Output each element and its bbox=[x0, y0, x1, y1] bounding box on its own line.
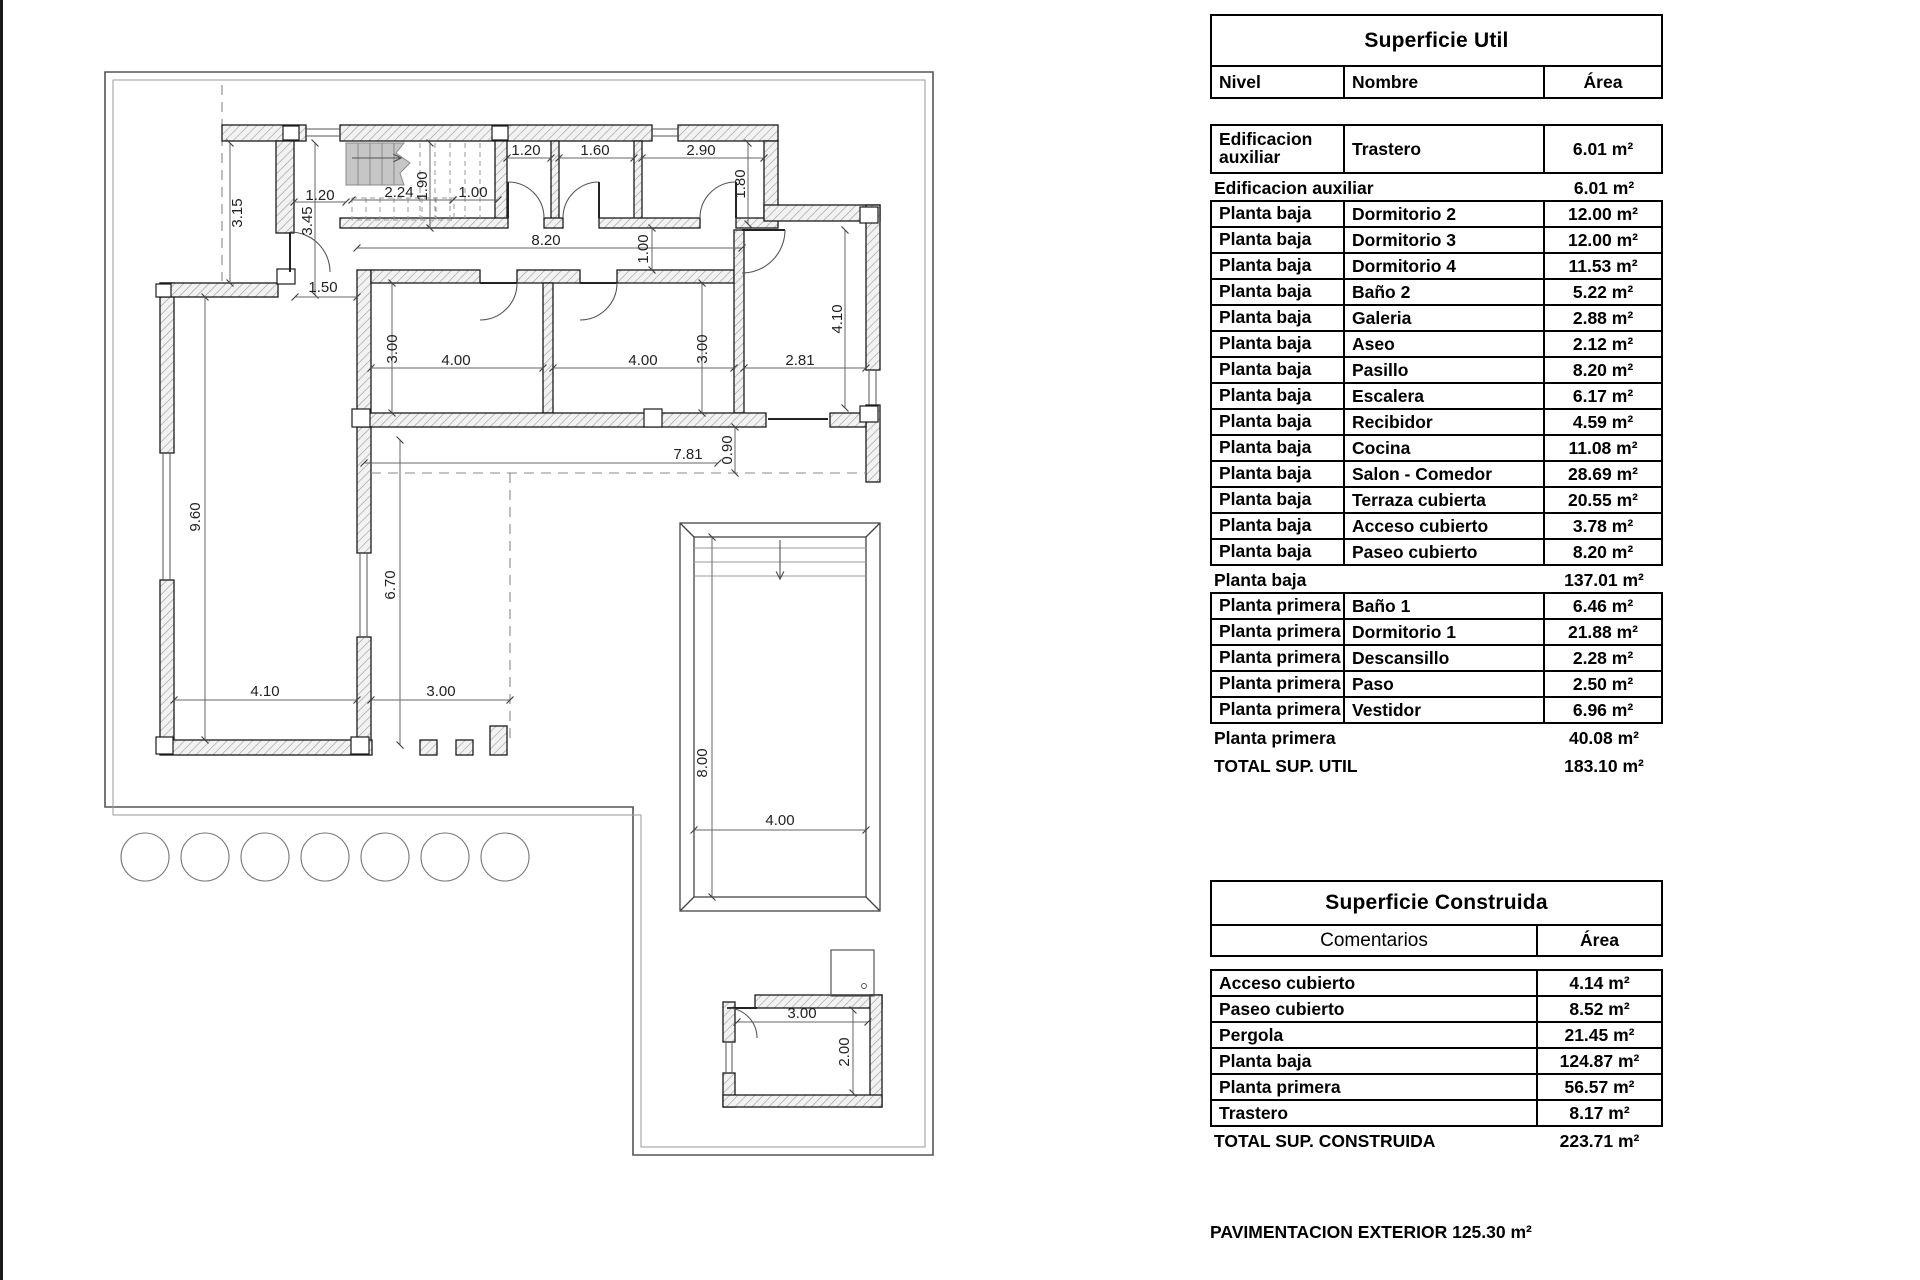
row-label: TOTAL SUP. UTIL bbox=[1214, 755, 1358, 776]
cell-area: 8.20 m² bbox=[1572, 541, 1634, 562]
cell-area: 56.57 m² bbox=[1564, 1076, 1635, 1097]
cell-area: 2.88 m² bbox=[1572, 307, 1634, 328]
table-row bbox=[1210, 1099, 1663, 1127]
cell-area: 11.08 m² bbox=[1568, 437, 1638, 458]
cell-area: 8.52 m² bbox=[1569, 998, 1630, 1019]
table-row bbox=[1210, 278, 1663, 306]
row-area: 183.10 m² bbox=[1564, 755, 1644, 776]
cell-area: 12.00 m² bbox=[1567, 229, 1639, 250]
subtotal-row bbox=[1210, 724, 1663, 752]
pool bbox=[680, 523, 880, 911]
table-row bbox=[1210, 1073, 1663, 1101]
cell-nivel: Planta primera bbox=[1212, 594, 1345, 618]
cell-comentario: Planta baja bbox=[1212, 1049, 1538, 1073]
cell-nivel: Planta baja bbox=[1212, 202, 1345, 226]
table-row bbox=[1210, 592, 1663, 620]
table-row bbox=[1210, 330, 1663, 358]
cell-nivel: Planta primera bbox=[1212, 620, 1345, 644]
cell-area: 124.87 m² bbox=[1559, 1050, 1640, 1071]
column-header-area: Área bbox=[1583, 71, 1623, 92]
column-header-area: Área bbox=[1580, 930, 1619, 950]
dimension-label: 2.90 bbox=[686, 141, 716, 159]
table-row bbox=[1210, 200, 1663, 228]
cell-nivel: Planta baja bbox=[1212, 488, 1345, 512]
cell-nombre: Galeria bbox=[1345, 306, 1545, 330]
table-row bbox=[1210, 486, 1663, 514]
cell-nombre: Dormitorio 1 bbox=[1345, 620, 1545, 644]
dimension-label: 3.00 bbox=[383, 334, 401, 364]
table-row bbox=[1210, 226, 1663, 254]
cell-comentario: Trastero bbox=[1212, 1101, 1538, 1125]
cell-nivel: Planta baja bbox=[1212, 358, 1345, 382]
dimension-label: 4.00 bbox=[628, 351, 658, 369]
row-area: 137.01 m² bbox=[1564, 569, 1644, 590]
pavimentacion-exterior-note: PAVIMENTACION EXTERIOR 125.30 m² bbox=[1210, 1222, 1532, 1242]
superficie-util-title: Superficie Util bbox=[1212, 16, 1661, 67]
table-row bbox=[1210, 1047, 1663, 1075]
dimension-label: 3.15 bbox=[228, 198, 246, 228]
cell-nivel: Planta baja bbox=[1212, 332, 1345, 356]
cell-comentario: Paseo cubierto bbox=[1212, 997, 1538, 1021]
dimension-label: 1.80 bbox=[731, 169, 749, 199]
cell-nombre: Dormitorio 2 bbox=[1345, 202, 1545, 226]
dimension-label: 2.81 bbox=[785, 351, 815, 369]
dimension-label: 9.60 bbox=[186, 502, 204, 532]
cell-nombre: Descansillo bbox=[1345, 646, 1545, 670]
cell-nombre: Paso bbox=[1345, 672, 1545, 696]
subtotal-row bbox=[1210, 174, 1663, 202]
dimension-label: 1.90 bbox=[413, 171, 431, 201]
superficie-construida-title: Superficie Construida bbox=[1212, 882, 1661, 926]
cell-area: 6.01 m² bbox=[1572, 138, 1634, 159]
dimension-label: 6.70 bbox=[381, 570, 399, 600]
row-label: Edificacion auxiliar bbox=[1214, 177, 1374, 198]
cell-nombre: Paseo cubierto bbox=[1345, 540, 1545, 564]
superficie-util-column-headers bbox=[1212, 67, 1661, 97]
dimension-label: 3.00 bbox=[693, 334, 711, 364]
dimension-label: 4.10 bbox=[250, 682, 280, 700]
cell-area: 4.59 m² bbox=[1572, 411, 1634, 432]
table-row bbox=[1210, 696, 1663, 724]
superficie-construida-header bbox=[1210, 880, 1663, 957]
table-row bbox=[1210, 434, 1663, 462]
table-row bbox=[1210, 538, 1663, 566]
cell-area: 5.22 m² bbox=[1572, 281, 1634, 302]
cell-area: 28.69 m² bbox=[1567, 463, 1639, 484]
shower-pad bbox=[831, 950, 874, 996]
cell-nivel: Planta primera bbox=[1212, 698, 1345, 722]
dimension-label: 1.60 bbox=[580, 141, 610, 159]
cell-nivel: Planta primera bbox=[1212, 672, 1345, 696]
table-row bbox=[1210, 969, 1663, 997]
cell-area: 11.53 m² bbox=[1568, 255, 1638, 276]
cell-area: 8.17 m² bbox=[1569, 1102, 1630, 1123]
cell-nivel: Planta baja bbox=[1212, 462, 1345, 486]
cell-nivel: Planta baja bbox=[1212, 410, 1345, 434]
cell-nombre: Salon - Comedor bbox=[1345, 462, 1545, 486]
total-row bbox=[1210, 1127, 1663, 1155]
column-header-nivel: Nivel bbox=[1212, 67, 1345, 97]
site-boundary bbox=[105, 72, 933, 1155]
cell-nivel: Planta baja bbox=[1212, 514, 1345, 538]
cell-comentario: Pergola bbox=[1212, 1023, 1538, 1047]
cell-nivel: Planta baja bbox=[1212, 228, 1345, 252]
cell-nombre: Acceso cubierto bbox=[1345, 514, 1545, 538]
sc-table-rows bbox=[1210, 969, 1663, 1155]
dimension-label: 1.20 bbox=[511, 141, 541, 159]
cell-nombre: Dormitorio 4 bbox=[1345, 254, 1545, 278]
cell-nivel: Planta baja bbox=[1212, 254, 1345, 278]
superficie-util-header bbox=[1210, 14, 1663, 99]
table-row bbox=[1210, 644, 1663, 672]
column-header-nombre: Nombre bbox=[1345, 67, 1545, 97]
row-area: 6.01 m² bbox=[1573, 177, 1635, 198]
cell-area: 2.12 m² bbox=[1572, 333, 1634, 354]
dimension-label: 2.24 bbox=[384, 183, 414, 201]
cell-area: 20.55 m² bbox=[1567, 489, 1639, 510]
exterior-walls bbox=[160, 125, 882, 1107]
su-table-rows bbox=[1210, 124, 1663, 780]
cell-nivel: Planta baja bbox=[1212, 384, 1345, 408]
dimension-label: 4.10 bbox=[828, 304, 846, 334]
dimension-label: 0.90 bbox=[718, 435, 736, 465]
cell-nivel: Edificacion auxiliar bbox=[1212, 126, 1345, 172]
cell-nivel: Planta baja bbox=[1212, 280, 1345, 304]
dimension-label: 1.50 bbox=[308, 278, 338, 296]
superficie-construida-column-headers bbox=[1212, 926, 1661, 955]
row-label: Planta primera bbox=[1214, 727, 1336, 748]
cell-nombre: Pasillo bbox=[1345, 358, 1545, 382]
table-row bbox=[1210, 512, 1663, 540]
table-row bbox=[1210, 408, 1663, 436]
cell-nivel: Planta baja bbox=[1212, 306, 1345, 330]
cell-nombre: Terraza cubierta bbox=[1345, 488, 1545, 512]
cell-area: 6.17 m² bbox=[1572, 385, 1634, 406]
cell-area: 8.20 m² bbox=[1572, 359, 1634, 380]
cell-nombre: Recibidor bbox=[1345, 410, 1545, 434]
cell-nombre: Baño 2 bbox=[1345, 280, 1545, 304]
row-area: 223.71 m² bbox=[1559, 1130, 1640, 1151]
dimension-label: 4.00 bbox=[765, 811, 795, 829]
cell-nombre: Baño 1 bbox=[1345, 594, 1545, 618]
row-label: TOTAL SUP. CONSTRUIDA bbox=[1214, 1130, 1436, 1151]
table-row bbox=[1210, 304, 1663, 332]
dimension-label: 8.00 bbox=[693, 748, 711, 778]
dimension-label: 4.00 bbox=[441, 351, 471, 369]
cell-area: 6.96 m² bbox=[1572, 699, 1634, 720]
dimension-label: 7.81 bbox=[673, 445, 703, 463]
subtotal-row bbox=[1210, 566, 1663, 594]
row-label: Planta baja bbox=[1214, 569, 1307, 590]
cell-area: 2.28 m² bbox=[1572, 647, 1634, 668]
cell-comentario: Planta primera bbox=[1212, 1075, 1538, 1099]
column-header-comentarios: Comentarios bbox=[1212, 926, 1538, 955]
total-row bbox=[1210, 752, 1663, 780]
dimension-label: 3.45 bbox=[298, 206, 316, 236]
table-row bbox=[1210, 1021, 1663, 1049]
cell-nivel: Planta baja bbox=[1212, 540, 1345, 564]
dimension-label: 3.00 bbox=[787, 1004, 817, 1022]
landscaping-circles bbox=[121, 833, 529, 881]
superficie-construida-table bbox=[1210, 880, 1663, 1155]
dimension-label: 8.20 bbox=[531, 231, 561, 249]
cell-area: 3.78 m² bbox=[1572, 515, 1634, 536]
dimension-label: 3.00 bbox=[426, 682, 456, 700]
cell-nombre: Escalera bbox=[1345, 384, 1545, 408]
cell-nombre: Trastero bbox=[1345, 126, 1545, 172]
cell-nivel: Planta baja bbox=[1212, 436, 1345, 460]
cell-area: 4.14 m² bbox=[1569, 972, 1630, 993]
cell-area: 21.88 m² bbox=[1567, 621, 1639, 642]
cell-nombre: Cocina bbox=[1345, 436, 1545, 460]
table-row bbox=[1210, 356, 1663, 384]
table-row bbox=[1210, 124, 1663, 174]
table-row bbox=[1210, 382, 1663, 410]
superficie-util-table bbox=[1210, 14, 1663, 780]
table-row bbox=[1210, 670, 1663, 698]
cell-nombre: Vestidor bbox=[1345, 698, 1545, 722]
row-area: 40.08 m² bbox=[1568, 727, 1640, 748]
cell-area: 2.50 m² bbox=[1572, 673, 1634, 694]
dimension-label: 1.00 bbox=[458, 183, 488, 201]
cell-nombre: Aseo bbox=[1345, 332, 1545, 356]
table-row bbox=[1210, 460, 1663, 488]
cell-area: 21.45 m² bbox=[1564, 1024, 1635, 1045]
dimension-label: 1.00 bbox=[634, 234, 652, 264]
cell-comentario: Acceso cubierto bbox=[1212, 971, 1538, 995]
table-row bbox=[1210, 995, 1663, 1023]
table-row bbox=[1210, 252, 1663, 280]
cell-area: 12.00 m² bbox=[1567, 203, 1639, 224]
page-edge-line bbox=[0, 0, 3, 1280]
table-row bbox=[1210, 618, 1663, 646]
dimension-label: 1.20 bbox=[305, 186, 335, 204]
cell-area: 6.46 m² bbox=[1572, 595, 1634, 616]
dimension-label: 2.00 bbox=[835, 1037, 853, 1067]
cell-nivel: Planta primera bbox=[1212, 646, 1345, 670]
cell-nombre: Dormitorio 3 bbox=[1345, 228, 1545, 252]
